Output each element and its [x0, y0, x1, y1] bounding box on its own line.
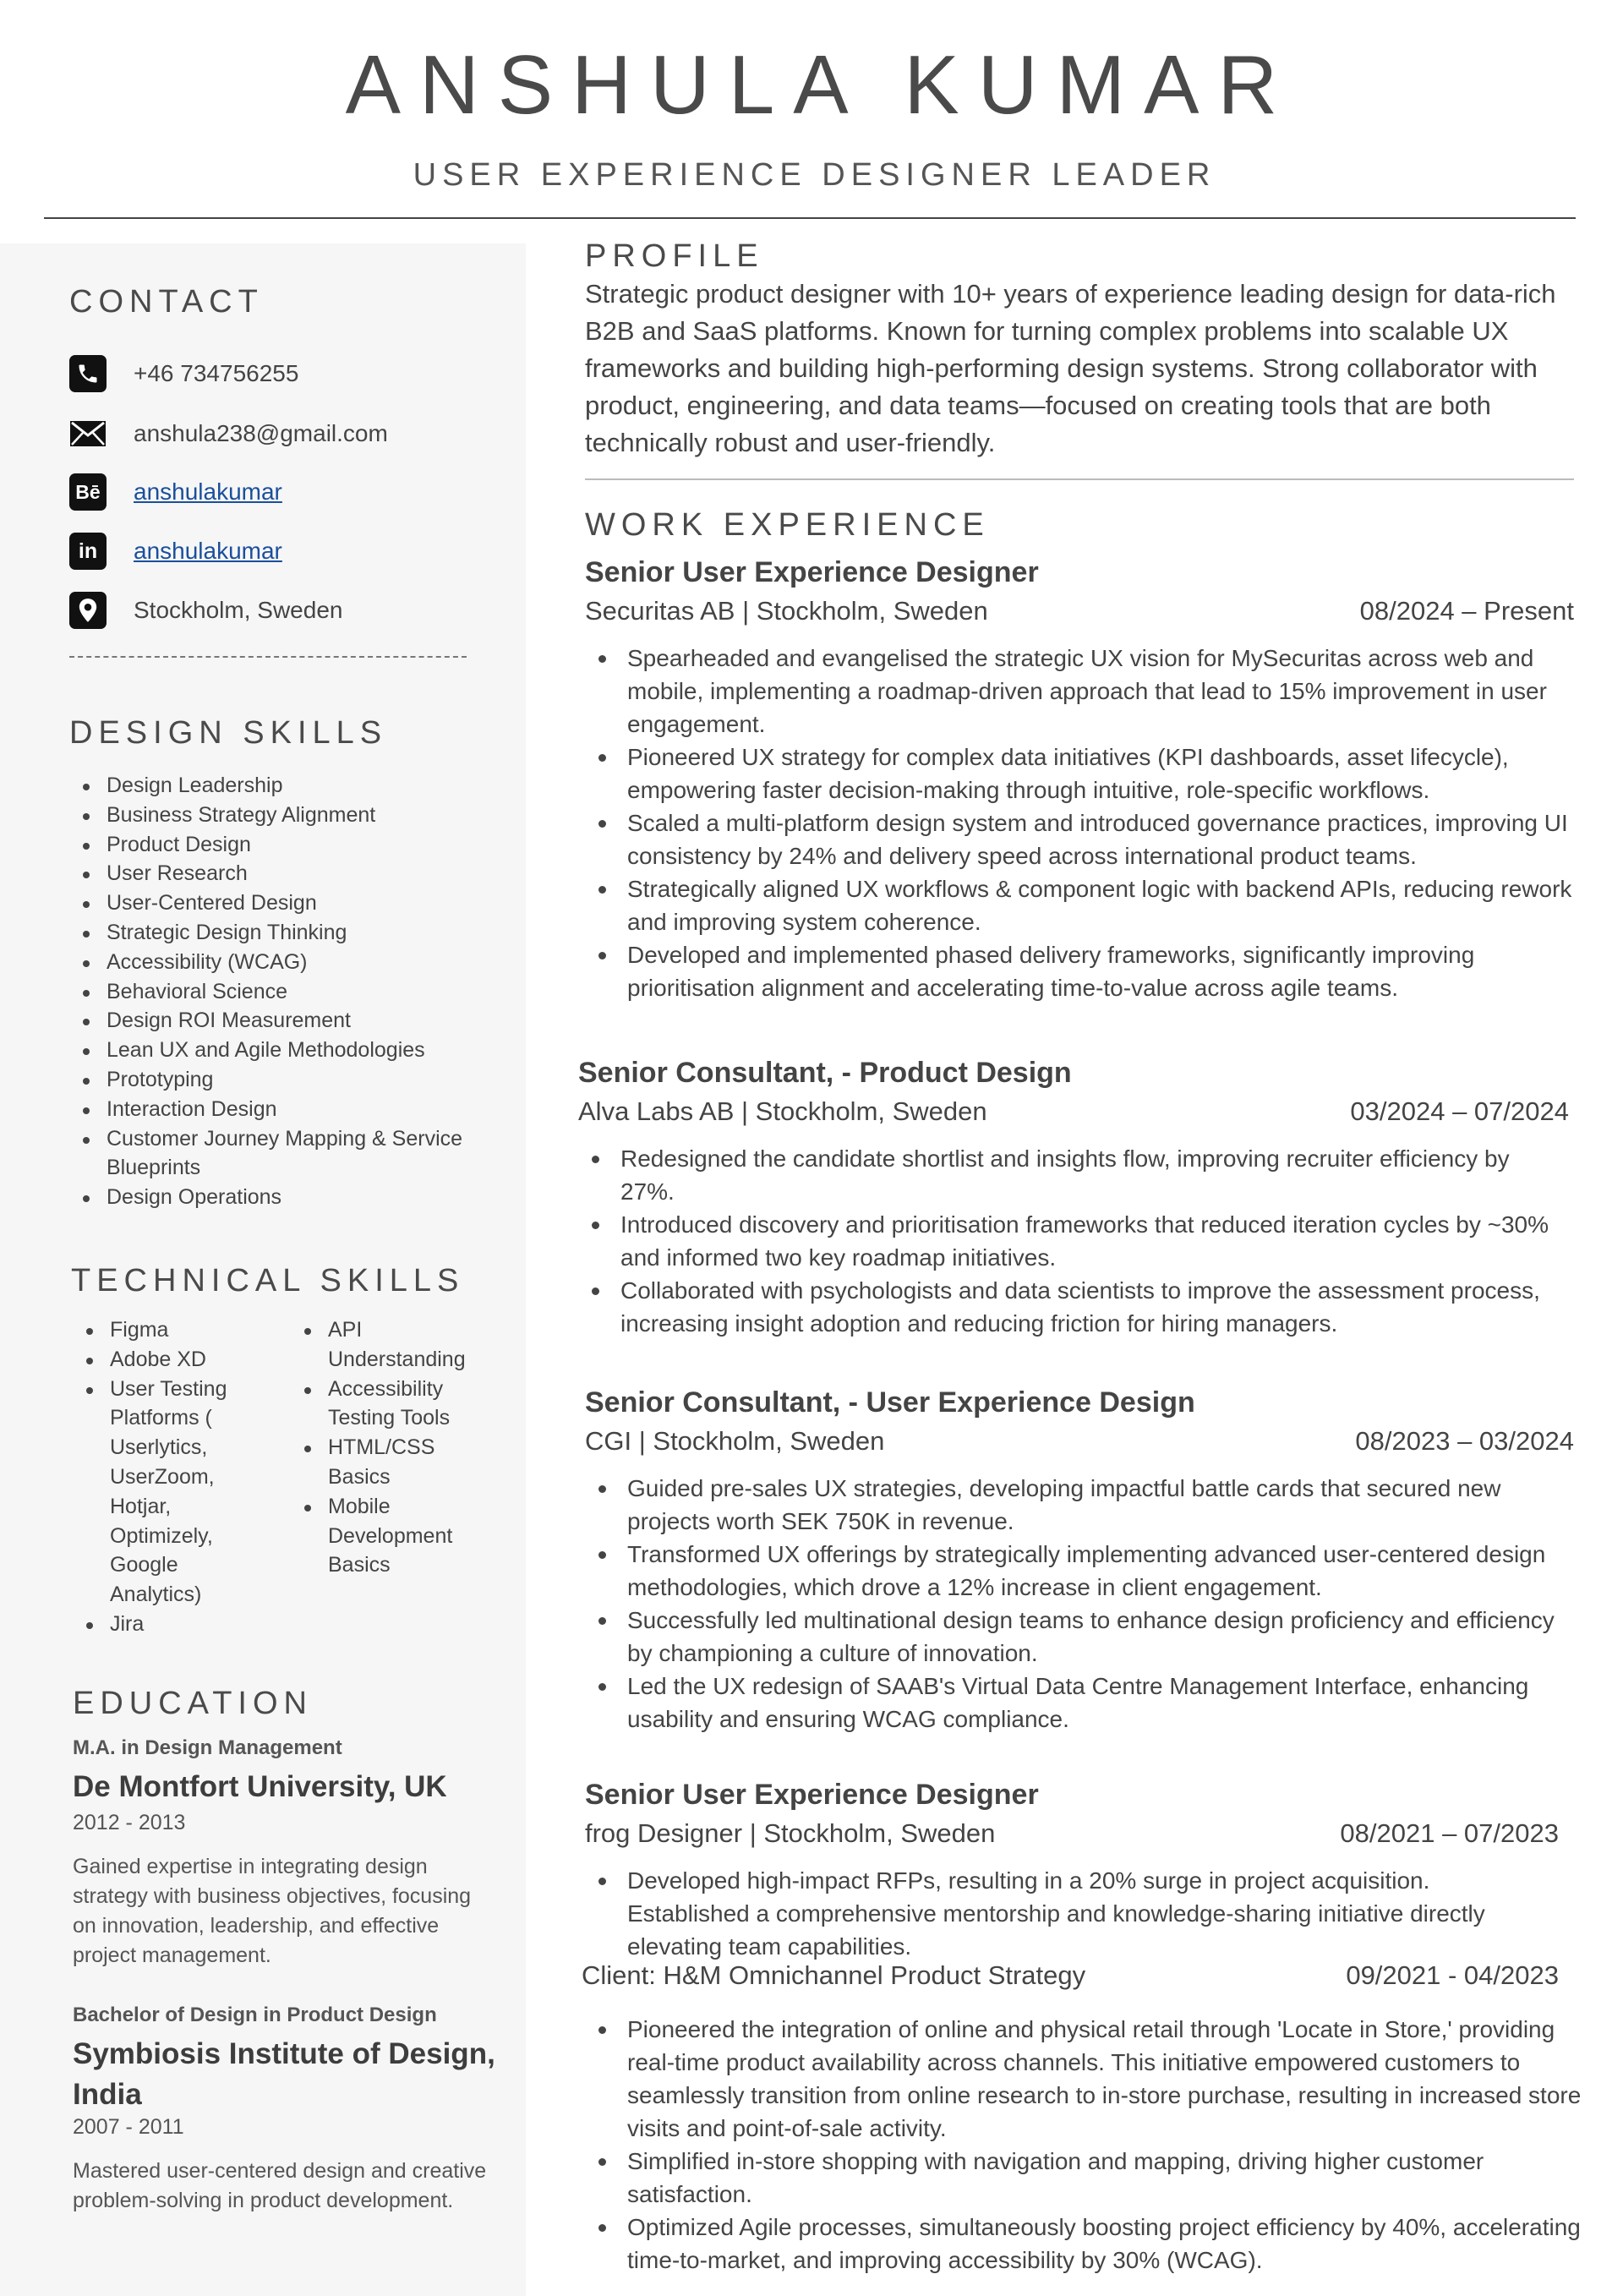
list-item: Interaction Design	[69, 1095, 492, 1124]
candidate-title: USER EXPERIENCE DESIGNER LEADER	[413, 157, 1216, 193]
list-item: Design Operations	[69, 1183, 492, 1212]
location-pin-icon	[69, 592, 107, 629]
education-years: 2012 - 2013	[73, 1811, 186, 1834]
profile-divider	[585, 478, 1574, 480]
contact-linkedin[interactable]	[69, 531, 282, 571]
design-skills-heading: DESIGN SKILLS	[69, 715, 388, 751]
education-degree: Bachelor of Design in Product Design	[73, 2004, 437, 2026]
job-company: Securitas AB | Stockholm, Sweden	[585, 596, 988, 626]
list-item: HTML/CSS Basics	[291, 1433, 485, 1492]
contact-behance[interactable]	[69, 472, 282, 512]
list-item: Collaborated with psychologists and data scientists to improve the assessment process, increasing insight adoption and reducing friction for hiring managers.	[578, 1274, 1569, 1340]
list-item: Led the UX redesign of SAAB's Virtual Data Centre Management Interface, enhancing usability and ensuring WCAG compliance.	[585, 1670, 1574, 1736]
list-item: Pioneered the integration of online and physical retail through 'Locate in Store,' providing real-time product availability across channels. This initiative empowered customers to seamlessly transition from online research to in-store purchase, resulting in increased store visits and point-of-sale activity.	[585, 2013, 1587, 2145]
list-item: Adobe XD	[73, 1345, 259, 1375]
list-item: Redesigned the candidate shortlist and insights flow, improving recruiter efficiency by 27%.	[578, 1142, 1569, 1208]
education-heading: EDUCATION	[73, 1686, 313, 1721]
list-item: Developed high-impact RFPs, resulting in a 20% surge in project acquisition. Established a comprehensive mentorship and knowledge-sharing initiative directly elevating team capabilities.	[585, 1864, 1540, 1963]
list-item: Simplified in-store shopping with navigation and mapping, driving higher customer satisfaction.	[585, 2145, 1587, 2211]
list-item: Developed and implemented phased delivery frameworks, significantly improving prioritisation alignment and accelerating time-to-value across agile teams.	[585, 938, 1591, 1004]
list-item: Figma	[73, 1315, 259, 1345]
header-divider	[44, 217, 1576, 219]
list-item: API Understanding	[291, 1315, 485, 1375]
list-item: Strategically aligned UX workflows & component logic with backend APIs, reducing rework and improving system coherence.	[585, 872, 1591, 938]
email-text: anshula238@gmail.com	[134, 420, 388, 446]
education-school: Symbiosis Institute of Design, India	[73, 2037, 495, 2111]
job-dates: 08/2024 – Present	[1359, 596, 1574, 626]
job-meta	[585, 1426, 1574, 1457]
job-meta	[578, 1096, 1569, 1127]
job-entry	[585, 556, 1574, 1004]
list-item: Spearheaded and evangelised the strategic UX vision for MySecuritas across web and mobile, implementing a roadmap-driven approach that lead to 15% improvement in user engagement.	[585, 642, 1591, 741]
list-item: Strategic Design Thinking	[69, 918, 492, 948]
job-company: frog Designer | Stockholm, Sweden	[585, 1818, 996, 1848]
job-dates: 03/2024 – 07/2024	[1350, 1096, 1569, 1126]
job-bullets	[585, 1472, 1574, 1736]
phone-icon	[69, 355, 107, 392]
job-company: Alva Labs AB | Stockholm, Sweden	[578, 1096, 987, 1126]
list-item: Successfully led multinational design teams to enhance design proficiency and efficiency by championing a culture of innovation.	[585, 1604, 1574, 1670]
education-years: 2007 - 2011	[73, 2115, 184, 2139]
linkedin-icon: in	[69, 533, 107, 570]
list-item: Behavioral Science	[69, 977, 492, 1007]
contact-divider	[69, 656, 467, 658]
job-title: Senior Consultant, - User Experience Design	[585, 1386, 1195, 1419]
client-bullets	[585, 2013, 1587, 2277]
profile-heading: PROFILE	[585, 238, 764, 274]
technical-skills-column-1	[73, 1315, 259, 1639]
list-item: Accessibility Testing Tools	[291, 1375, 485, 1434]
job-entry	[578, 1057, 1569, 1340]
education-description: Gained expertise in integrating design strategy with business objectives, focusing on innovation, leadership, and effective project management.	[73, 1855, 472, 1967]
list-item: Jira	[73, 1610, 259, 1639]
behance-icon: Bē	[69, 473, 107, 511]
profile-text: Strategic product designer with 10+ years of experience leading design for data-rich B2B and SaaS platforms. Known for turning complex problems into scalable UX frameworks and building high-performing design systems. Strong collaborator with product, engineering, and data teams—focused on creating tools that are both technically robust and user-friendly.	[585, 279, 1556, 457]
education-entry	[73, 2004, 504, 2216]
design-skills-list	[69, 771, 492, 1212]
list-item: Pioneered UX strategy for complex data initiatives (KPI dashboards, asset lifecycle), empowering faster decision-making through intuitive, role-specific workflows.	[585, 741, 1591, 806]
education-entry	[73, 1736, 495, 1971]
list-item: Prototyping	[69, 1065, 492, 1095]
list-item: Design Leadership	[69, 771, 492, 801]
list-item: Accessibility (WCAG)	[69, 948, 492, 977]
list-item: Mobile Development Basics	[291, 1492, 485, 1580]
linkedin-link[interactable]: anshulakumar	[134, 538, 282, 564]
list-item: Customer Journey Mapping & Service Blueprints	[69, 1124, 492, 1184]
list-item: User Research	[69, 859, 492, 888]
client-name: Client: H&M Omnichannel Product Strategy	[582, 1960, 1086, 1990]
job-dates: 08/2021 – 07/2023	[1340, 1818, 1559, 1848]
list-item: User Testing Platforms ( Userlytics, UserZoom, Hotjar, Optimizely, Google Analytics)	[73, 1375, 259, 1610]
list-item: Guided pre-sales UX strategies, developing impactful battle cards that secured new projects worth SEK 750K in revenue.	[585, 1472, 1574, 1538]
work-experience-heading: WORK EXPERIENCE	[585, 507, 990, 543]
technical-skills-heading: TECHNICAL SKILLS	[71, 1263, 465, 1298]
job-entry	[585, 1386, 1574, 1736]
list-item: Business Strategy Alignment	[69, 801, 492, 830]
job-entry	[585, 1779, 1559, 1963]
candidate-name: ANSHULA KUMAR	[345, 38, 1297, 131]
list-item: Design ROI Measurement	[69, 1006, 492, 1036]
job-meta	[585, 596, 1574, 626]
technical-skills-column-2	[291, 1315, 485, 1580]
education-degree: M.A. in Design Management	[73, 1736, 342, 1759]
education-description: Mastered user-centered design and creative problem-solving in product development.	[73, 2159, 487, 2212]
envelope-icon	[69, 415, 107, 452]
job-bullets	[578, 1142, 1569, 1340]
job-meta	[585, 1818, 1559, 1849]
list-item: Lean UX and Agile Methodologies	[69, 1036, 492, 1065]
job-dates: 08/2023 – 03/2024	[1355, 1426, 1574, 1456]
job-title: Senior Consultant, - Product Design	[578, 1057, 1072, 1089]
education-school: De Montfort University, UK	[73, 1770, 447, 1803]
contact-heading: CONTACT	[69, 284, 264, 320]
behance-link[interactable]: anshulakumar	[134, 478, 282, 505]
resume-header	[0, 0, 1623, 221]
job-title: Senior User Experience Designer	[585, 556, 1039, 588]
job-bullets	[585, 642, 1591, 1004]
list-item: Optimized Agile processes, simultaneously boosting project efficiency by 40%, accelerating time-to-market, and improving accessibility by 30% (WCAG).	[585, 2211, 1587, 2277]
contact-email[interactable]	[69, 413, 388, 454]
list-item: Product Design	[69, 830, 492, 860]
list-item: Introduced discovery and prioritisation frameworks that reduced iteration cycles by ~30% and informed two key roadmap initiatives.	[578, 1208, 1569, 1274]
contact-location	[69, 590, 342, 631]
contact-phone	[69, 353, 298, 394]
client-dates: 09/2021 - 04/2023	[1346, 1960, 1559, 1990]
client-meta	[582, 1960, 1559, 1991]
list-item: Scaled a multi-platform design system and introduced governance practices, improving UI consistency by 24% and delivery speed across international product teams.	[585, 806, 1591, 872]
job-bullets	[585, 1864, 1540, 1963]
list-item: Transformed UX offerings by strategically implementing advanced user-centered design methodologies, which drove a 12% increase in client engagement.	[585, 1538, 1574, 1604]
location-text: Stockholm, Sweden	[134, 597, 343, 623]
job-title: Senior User Experience Designer	[585, 1779, 1039, 1811]
list-item: User-Centered Design	[69, 888, 492, 918]
phone-text: +46 734756255	[134, 360, 299, 386]
job-company: CGI | Stockholm, Sweden	[585, 1426, 885, 1456]
